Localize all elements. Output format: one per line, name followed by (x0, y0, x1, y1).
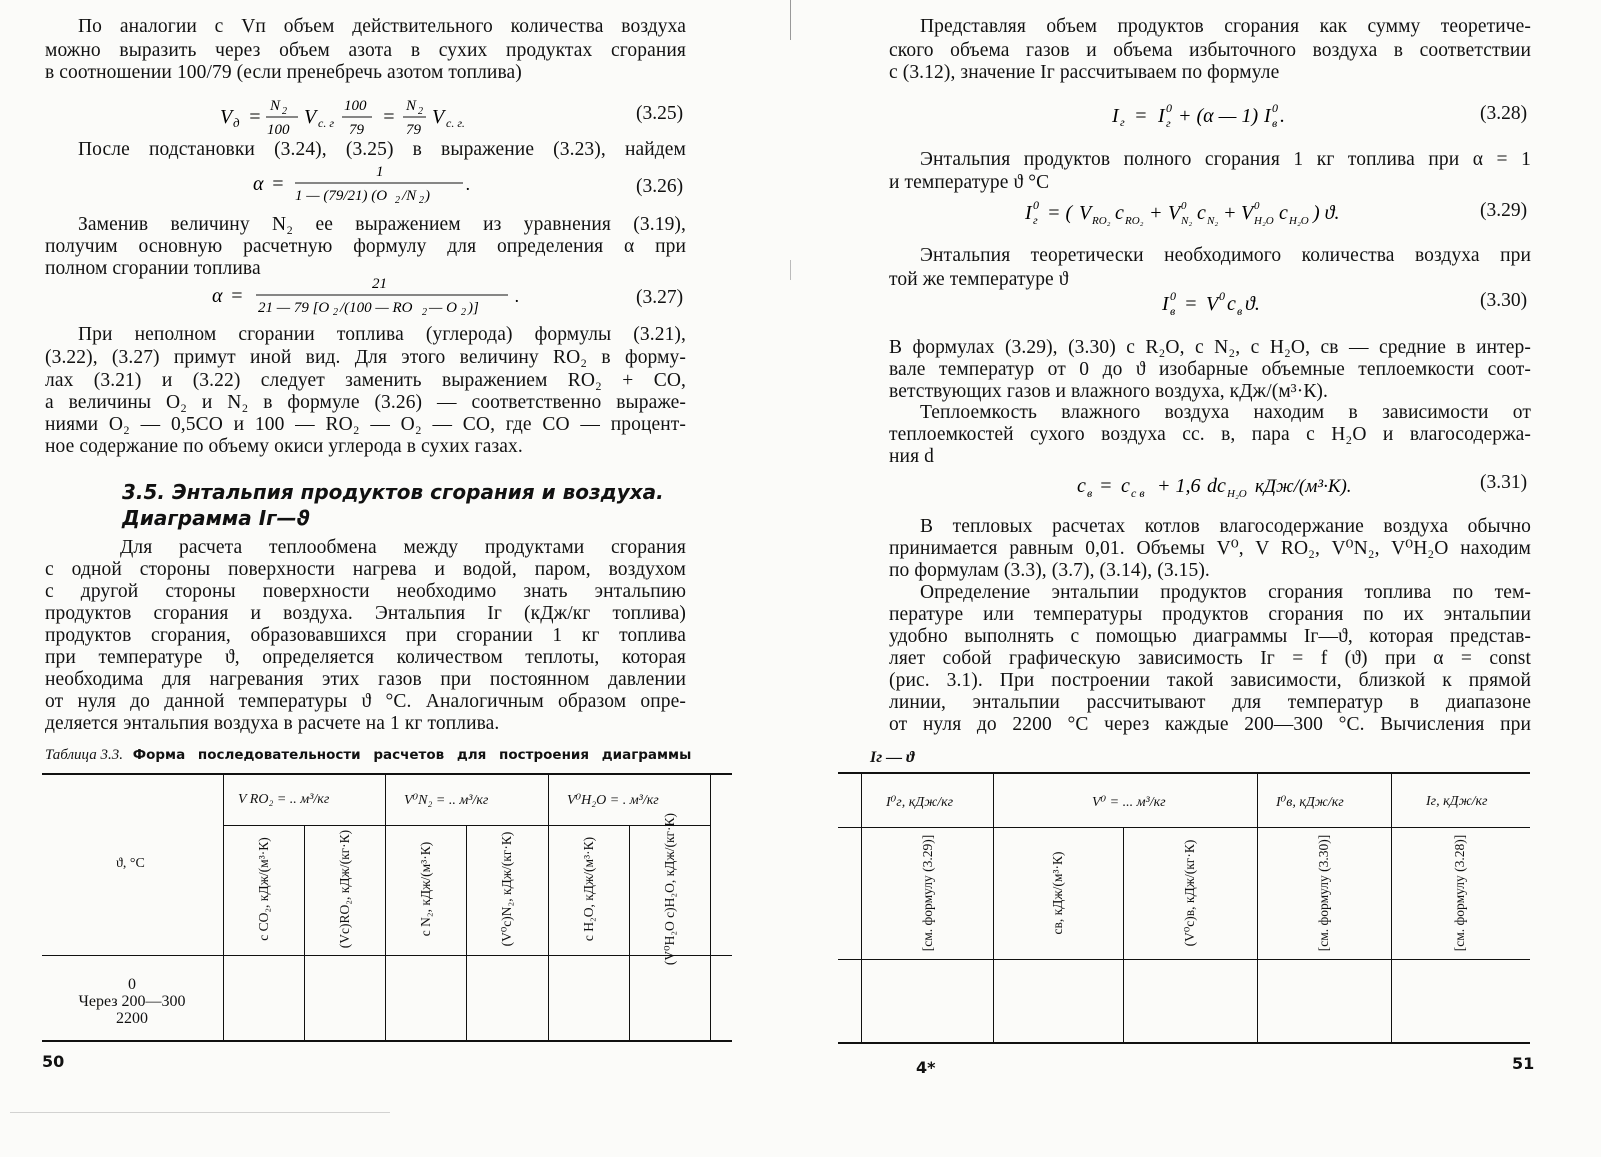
svg-text:V: V (220, 106, 233, 128)
column-subheader: (V⁰c)N₂, кДж/(кг·К) (499, 831, 514, 947)
svg-text:с в: с в (1131, 486, 1145, 500)
text-line: пературе или температуры продуктов сгорания по их энтальпии (889, 604, 1531, 625)
svg-text:с. г: с. г (318, 116, 335, 130)
equation-number: (3.30) (1480, 290, 1528, 311)
svg-text:I: I (1025, 202, 1032, 224)
svg-text:2: 2 (461, 307, 466, 318)
text-line: ляет собой графическую зависимость Iг = f (ϑ) при α = const (889, 648, 1531, 669)
svg-text:— O: — O (429, 300, 457, 316)
svg-text:=: = (248, 106, 262, 128)
table-caption (45, 747, 691, 764)
table-cell: 2200 (116, 1010, 148, 1027)
svg-text:=: = (1134, 105, 1148, 127)
svg-text:α: α (253, 173, 264, 195)
text-line: (рис. 3.1). При построении такой зависимости, близкой к прямой (889, 670, 1531, 691)
equation-3-31 (1077, 470, 1377, 506)
svg-text:N: N (406, 98, 417, 114)
svg-text:79: 79 (406, 122, 421, 138)
scan-noise (10, 1112, 390, 1113)
svg-text:79: 79 (349, 122, 364, 138)
svg-text:+: + (1149, 202, 1163, 224)
svg-text:c: c (1077, 475, 1086, 497)
svg-text:=: = (382, 106, 396, 128)
text-line: (3.22), (3.27) примут иной вид. Для этого величину RO₂ в форму- (45, 347, 686, 368)
text-line: Определение энтальпии продуктов сгорания топлива по тем- (920, 582, 1531, 603)
text-line: ния d (889, 446, 934, 467)
svg-text:в: в (1237, 304, 1243, 318)
equation-number: (3.29) (1480, 200, 1528, 221)
section-heading: Диаграмма Iг—ϑ (122, 506, 310, 530)
svg-text:)]: )] (468, 300, 479, 316)
text-line: В формулах (3.29), (3.30) c R₂O, c N₂, c H₂O, cв — средние в интер- (889, 337, 1531, 358)
svg-text:H₂O: H₂O (1289, 215, 1309, 227)
column-subheader: [см. формулу (3.30)] (1316, 834, 1331, 952)
text-line: от нуля до данной температуры ϑ °С. Аналогичным образом опре- (45, 691, 686, 712)
svg-text:0: 0 (1033, 198, 1039, 212)
text-line: той же температуре ϑ (889, 269, 1069, 290)
text-line: ского объема газов и объема избыточного воздуха в соответствии (889, 40, 1531, 61)
svg-text:1: 1 (376, 164, 384, 180)
svg-text:I: I (1162, 293, 1169, 315)
text-line: от нуля до 2200 °С через каждые 200—300 °С. Вычисления при (889, 714, 1531, 735)
spine-mark (790, 260, 791, 280)
text-line: После подстановки (3.24), (3.25) в выражение (3.23), найдем (78, 139, 686, 160)
table-caption-prefix: Таблица 3.3. (45, 747, 123, 763)
svg-text:с. г.: с. г. (446, 116, 465, 130)
text-line: необходима для нагревания этих газов при постоянном давлении (45, 669, 686, 690)
text-line: принимается равным 0,01. Объемы V⁰, V RO₂, V⁰N₂, V⁰H₂O находим (889, 538, 1531, 559)
svg-text:=: = (271, 173, 285, 195)
page-number: 50 (42, 1052, 65, 1071)
column-group-header: I⁰в, кДж/кг (1276, 795, 1344, 810)
svg-text:+: + (1223, 202, 1237, 224)
svg-text:2: 2 (419, 195, 424, 206)
text-line: удобно выполнять с помощью диаграммы Iг—ϑ, которая представ- (889, 626, 1531, 647)
column-group-header: V⁰H₂O = . м³/кг (567, 793, 659, 808)
svg-text:/N: /N (402, 188, 417, 204)
equation-number: (3.26) (636, 176, 684, 197)
signature-mark: 4* (916, 1058, 936, 1077)
svg-text:H₂O: H₂O (1227, 488, 1247, 500)
svg-text:V: V (304, 106, 317, 128)
svg-text:2: 2 (333, 307, 338, 318)
svg-text:V: V (1206, 293, 1219, 315)
svg-text:г: г (1033, 213, 1038, 227)
text-line: получим основную расчетную формулу для определения α при (45, 236, 686, 257)
svg-text:V: V (1168, 202, 1181, 224)
column-subheader: c CO₂, кДж/(м³·К) (256, 837, 271, 941)
svg-text:N₂: N₂ (1207, 215, 1219, 227)
svg-text:д: д (233, 115, 240, 130)
left-page (0, 0, 800, 1157)
text-line: ниями O₂ — 0,5CO и 100 — RO₂ — O₂ — CO, где CO — процент- (45, 414, 686, 435)
svg-text:c: c (1279, 202, 1288, 224)
table-cell: 0 (128, 976, 136, 993)
svg-text:0: 0 (1170, 289, 1176, 303)
text-line: полном сгорании топлива (45, 258, 261, 279)
svg-text:в: в (1170, 304, 1176, 318)
svg-text:+ 1,6: + 1,6 (1157, 475, 1201, 497)
svg-text:I: I (1112, 105, 1119, 127)
column-group-header: V⁰ = ... м³/кг (1092, 795, 1166, 810)
text-line: ное содержание по объему окиси углерода в сухих газах. (45, 436, 523, 457)
equation-3-27 (212, 272, 532, 324)
equation-3-26 (253, 162, 483, 212)
equation-number: (3.27) (636, 287, 684, 308)
table-cell: Через 200—300 (78, 993, 186, 1010)
text-line: Представляя объем продуктов сгорания как сумму теоретиче- (920, 16, 1531, 37)
svg-text:ϑ.: ϑ. (1245, 293, 1260, 315)
svg-text:100: 100 (344, 98, 367, 114)
svg-text:c: c (1197, 202, 1206, 224)
text-line: По аналогии с Vп объем действительного количества воздуха (78, 16, 686, 37)
column-subheader: (V⁰c)в, кДж/(кг·К) (1182, 839, 1197, 947)
svg-text:/(100 — RO: /(100 — RO (340, 300, 413, 316)
svg-text:0: 0 (1181, 200, 1187, 212)
svg-text:1 — (79/21) (O: 1 — (79/21) (O (295, 188, 388, 204)
column-group-header: V RO₂ = .. м³/кг (238, 792, 330, 807)
text-line: теплоемкостей сухого воздуха cс. в, пара c H₂O и влагосодержа- (889, 424, 1531, 445)
svg-text:100: 100 (267, 122, 290, 138)
svg-text:V: V (1241, 202, 1254, 224)
svg-text:г: г (1120, 115, 1125, 129)
svg-text:2: 2 (282, 106, 287, 117)
svg-text:RO₂: RO₂ (1092, 215, 1111, 227)
column-group-header: Iг, кДж/кг (1426, 794, 1488, 809)
svg-text:H₂O: H₂O (1254, 215, 1274, 227)
svg-text:V: V (1079, 202, 1092, 224)
text-line: деляется энтальпия воздуха в расчете на 1 кг топлива. (45, 713, 500, 734)
text-line: Энтальпия продуктов полного сгорания 1 кг топлива при α = 1 (920, 149, 1531, 170)
text-line: Теплоемкость влажного воздуха находим в зависимости от (920, 402, 1531, 423)
svg-text:N: N (270, 98, 281, 114)
text-line: При неполном сгорании топлива (углерода) формулы (3.21), (78, 324, 686, 345)
text-line: можно выразить через объем азота в сухих продуктах сгорания (45, 40, 686, 61)
svg-text:.: . (466, 174, 471, 194)
column-subheader: (Vc)RO₂, кДж/(кг·К) (337, 829, 352, 949)
text-line: по формулам (3.3), (3.7), (3.14), (3.15). (889, 560, 1210, 581)
svg-text:2: 2 (418, 106, 423, 117)
column-group-header: V⁰N₂ = .. м³/кг (404, 793, 489, 808)
svg-text:I: I (1158, 105, 1165, 127)
svg-text:V: V (432, 106, 445, 128)
equation-number: (3.28) (1480, 103, 1528, 124)
text-line: ветствующих газов и влажного воздуха, кДж/(м³·К). (889, 381, 1328, 402)
equation-3-30 (1162, 288, 1282, 324)
text-line: с одной стороны поверхности нагрева и водой, паром, воздухом (45, 559, 686, 580)
text-line: и температуре ϑ °С (889, 172, 1050, 193)
text-line: при температуре ϑ, определяется количеством теплоты, которая (45, 647, 686, 668)
svg-text:): ) (425, 188, 430, 204)
svg-text:2: 2 (422, 307, 427, 318)
column-subheader: c H₂O, кДж/(м³·К) (581, 836, 596, 942)
table-caption-title: Форма последовательности расчетов для построения диаграммы (132, 747, 692, 763)
svg-text:0: 0 (1219, 289, 1225, 303)
text-line: с другой стороны поверхности необходимо знать энтальпию (45, 581, 686, 602)
svg-text:= (: = ( (1047, 202, 1073, 224)
svg-text:dc: dc (1207, 475, 1226, 497)
right-page (800, 0, 1601, 1157)
column-subheader: [см. формулу (3.29)] (920, 834, 935, 952)
svg-text:.: . (515, 286, 520, 306)
svg-text:.: . (1280, 105, 1285, 127)
svg-text:0: 0 (1254, 200, 1260, 212)
text-line: продуктов сгорания, образовавшихся при сгорании 1 кг топлива (45, 625, 686, 646)
svg-text:в: в (1272, 116, 1278, 130)
text-line: а величины O₂ и N₂ в формуле (3.26) — соответственно выраже- (45, 392, 686, 413)
svg-text:кДж/(м³·К).: кДж/(м³·К). (1255, 476, 1352, 497)
svg-text:) ϑ.: ) ϑ. (1313, 202, 1340, 224)
page-number: 51 (1512, 1054, 1535, 1073)
column-header-temperature: ϑ, °С (116, 856, 145, 871)
svg-text:RO₂: RO₂ (1125, 215, 1144, 227)
text-line: Для расчета теплообмена между продуктами сгорания (120, 537, 686, 558)
svg-text:г: г (1166, 116, 1171, 130)
text-line: продуктов сгорания и воздуха. Энтальпия Iг (кДж/кг топлива) (45, 603, 686, 624)
equation-number: (3.25) (636, 103, 684, 124)
table-caption-continued: Iг — ϑ (870, 749, 915, 766)
column-subheader: [см. формулу (3.28)] (1452, 834, 1467, 952)
text-line: вале температур от 0 до ϑ изобарные объемные теплоемкости соот- (889, 359, 1531, 380)
svg-text:2: 2 (395, 195, 400, 206)
svg-text:c: c (1115, 202, 1124, 224)
svg-text:в: в (1087, 486, 1093, 500)
svg-text:N₂: N₂ (1181, 215, 1193, 227)
text-line: В тепловых расчетах котлов влагосодержание воздуха обычно (920, 516, 1531, 537)
text-line: в соотношении 100/79 (если пренебречь азотом топлива) (45, 62, 522, 83)
svg-text:c: c (1121, 475, 1130, 497)
svg-text:=: = (1184, 293, 1198, 315)
svg-text:I: I (1264, 105, 1271, 127)
column-group-header: I⁰г, кДж/кг (886, 795, 954, 810)
text-line: линии, энтальпии рассчитывают для температур в диапазоне (889, 692, 1531, 713)
svg-text:0: 0 (1166, 101, 1172, 115)
equation-3-28 (1112, 100, 1312, 136)
text-line: Заменив величину N₂ ее выражением из уравнения (3.19), (78, 214, 686, 235)
svg-text:+ (α — 1): + (α — 1) (1178, 105, 1259, 127)
section-heading: 3.5. Энтальпия продуктов сгорания и воздуха. (122, 480, 664, 504)
text-line: с (3.12), значение Iг рассчитываем по формуле (889, 62, 1280, 83)
column-subheader: (V⁰H₂O c)H₂O, кДж/(кг·К) (662, 812, 677, 966)
column-subheader: c N₂, кДж/(м³·К) (418, 841, 433, 937)
svg-text:=: = (1099, 475, 1113, 497)
svg-text:21 — 79 [O: 21 — 79 [O (258, 300, 330, 316)
column-subheader: cв, кДж/(м³·К) (1050, 851, 1065, 935)
equation-number: (3.31) (1480, 472, 1528, 493)
spine-mark (790, 0, 791, 40)
svg-text:α: α (212, 285, 223, 307)
equation-3-29 (1025, 197, 1365, 233)
svg-text:0: 0 (1272, 101, 1278, 115)
svg-text:c: c (1227, 293, 1236, 315)
svg-text:21: 21 (372, 276, 387, 292)
text-line: Энтальпия теоретически необходимого количества воздуха при (920, 245, 1531, 266)
text-line: лах (3.21) и (3.22) следует заменить выражением RO₂ + CO, (45, 370, 686, 391)
svg-text:=: = (230, 285, 244, 307)
